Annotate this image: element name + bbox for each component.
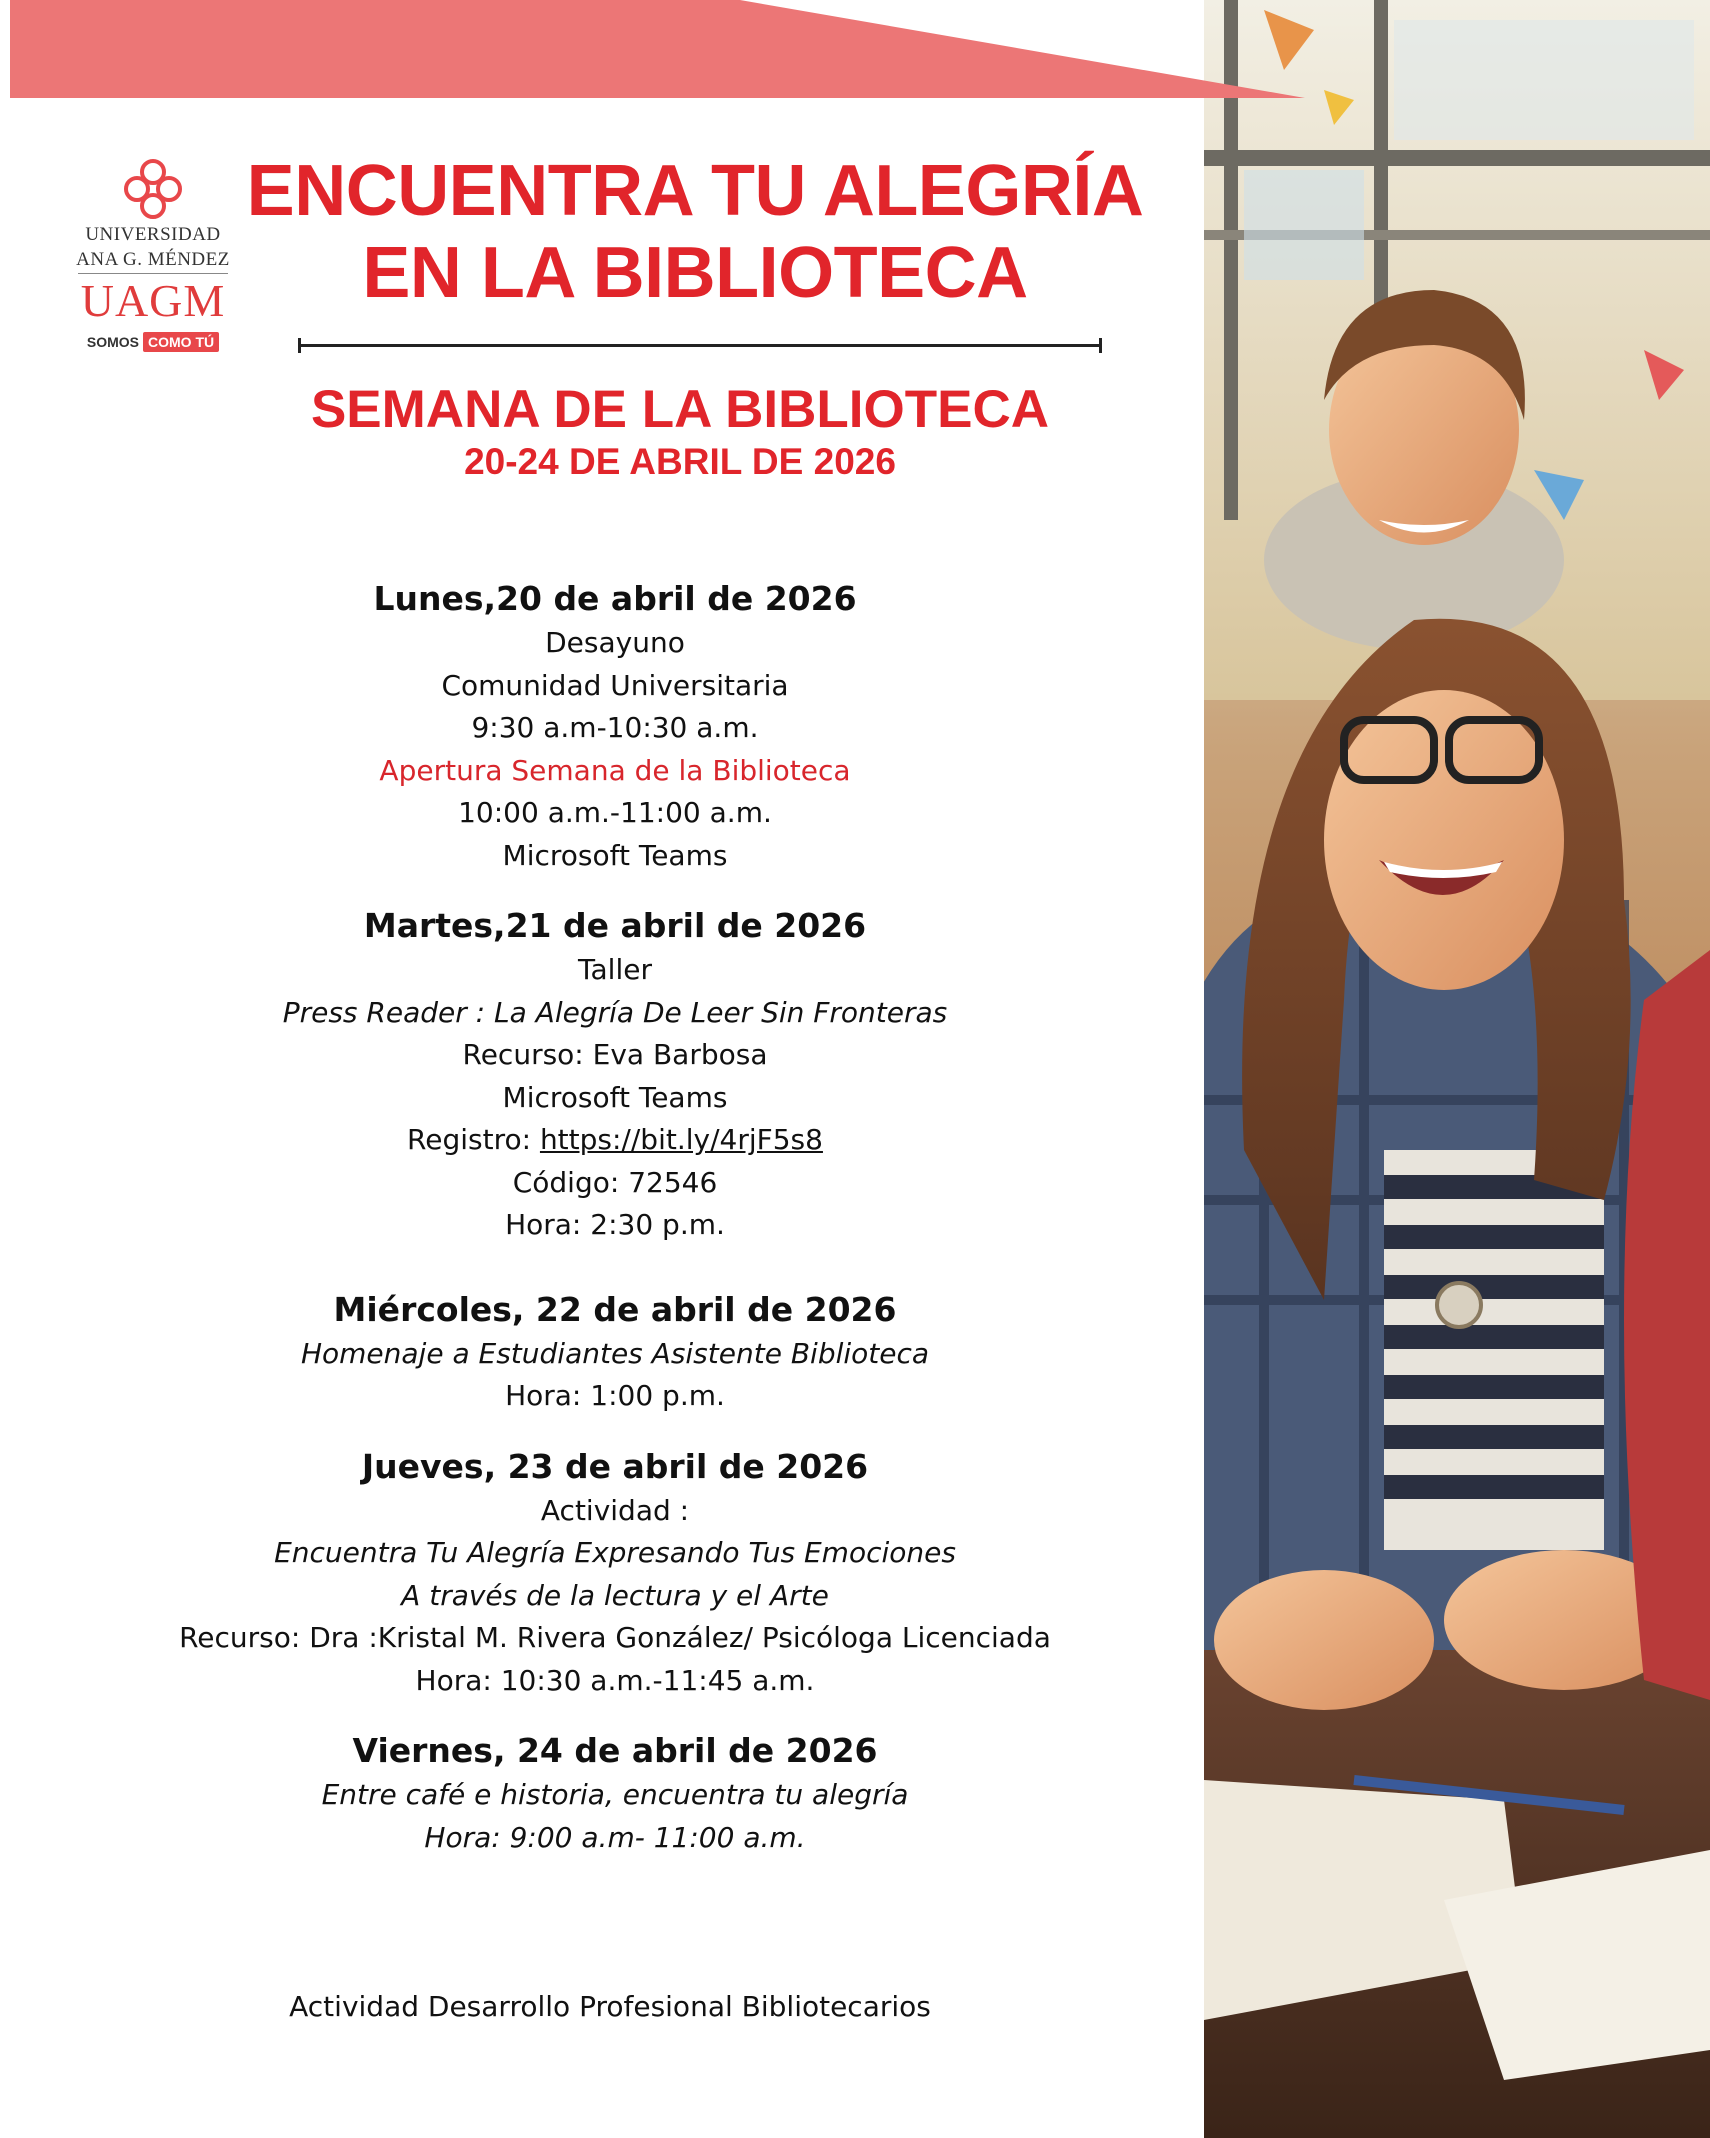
event-line: 9:30 a.m-10:30 a.m.	[471, 711, 759, 744]
event-line: Código: 72546	[512, 1165, 718, 1199]
day-friday	[100, 1728, 1130, 1859]
registration-link[interactable]: https://bit.ly/4rjF5s8	[539, 1123, 823, 1156]
day-title: Lunes,20 de abril de 2026	[373, 579, 857, 618]
event-line: Encuentra Tu Alegría Expresando Tus Emociones	[274, 1536, 956, 1569]
registration-label: Registro:	[407, 1123, 540, 1156]
event-line: Comunidad Universitaria	[441, 668, 789, 702]
logo-tag-left: SOMOS	[86, 334, 139, 350]
event-line: Recurso: Eva Barbosa	[462, 1038, 768, 1071]
title-line-2: EN LA BIBLIOTECA	[362, 233, 1028, 313]
day-title: Martes,21 de abril de 2026	[363, 906, 867, 945]
day-tuesday	[100, 903, 1130, 1247]
logo-rule	[78, 273, 228, 274]
top-red-band	[0, 0, 1710, 100]
logo-university-line: UNIVERSIDAD	[85, 224, 221, 245]
day-title: Jueves, 23 de abril de 2026	[361, 1446, 869, 1486]
day-monday	[100, 576, 1130, 877]
students-illustration	[1204, 0, 1710, 2138]
page-subtitle: SEMANA DE LA BIBLIOTECA	[310, 380, 1050, 439]
event-dates: 20-24 DE ABRIL DE 2026	[464, 441, 896, 482]
logo-tag-right: COMO TÚ	[143, 332, 219, 352]
footer-note: Actividad Desarrollo Profesional Bibliotecarios	[289, 1990, 931, 2023]
event-line: Taller	[578, 953, 652, 986]
event-line: 10:00 a.m.-11:00 a.m.	[458, 796, 772, 829]
event-line: Hora: 2:30 p.m.	[505, 1208, 725, 1241]
knot-icon	[119, 158, 187, 220]
event-line-highlight: Apertura Semana de la Biblioteca	[379, 753, 851, 787]
event-line: Actividad :	[540, 1493, 690, 1527]
day-wednesday	[100, 1287, 1130, 1418]
event-line: Entre café e historia, encuentra tu alegría	[321, 1778, 909, 1811]
day-thursday	[100, 1444, 1130, 1703]
laughing-students-image	[1204, 0, 1710, 2138]
day-title: Viernes, 24 de abril de 2026	[352, 1731, 878, 1770]
event-line: A través de la lectura y el Arte	[401, 1578, 829, 1612]
uagm-logo	[68, 158, 238, 352]
event-line: Recurso: Dra :Kristal M. Rivera González/ Psicóloga Licenciada	[179, 1621, 1051, 1654]
event-line: Hora: 10:30 a.m.-11:45 a.m.	[415, 1663, 815, 1697]
title-line-1: ENCUENTRA TU ALEGRÍA	[246, 151, 1144, 231]
event-line: Hora: 1:00 p.m.	[505, 1379, 725, 1412]
page-title	[240, 150, 1150, 314]
event-line: Microsoft Teams	[502, 838, 728, 872]
event-line: Homenaje a Estudiantes Asistente Biblioteca	[300, 1336, 930, 1370]
event-line: Desayuno	[545, 626, 685, 659]
logo-acronym: UAGM	[80, 275, 226, 326]
day-title: Miércoles, 22 de abril de 2026	[333, 1289, 897, 1329]
event-line: Press Reader : La Alegría De Leer Sin Fronteras	[282, 995, 948, 1029]
event-line: Microsoft Teams	[502, 1080, 728, 1114]
logo-name-line: ANA G. MÉNDEZ	[76, 249, 230, 270]
event-line: Hora: 9:00 a.m- 11:00 a.m.	[424, 1820, 806, 1854]
logo-tagline	[68, 332, 238, 352]
title-divider	[298, 344, 1102, 347]
registration-line	[100, 1119, 1130, 1162]
schedule	[100, 576, 1130, 1885]
